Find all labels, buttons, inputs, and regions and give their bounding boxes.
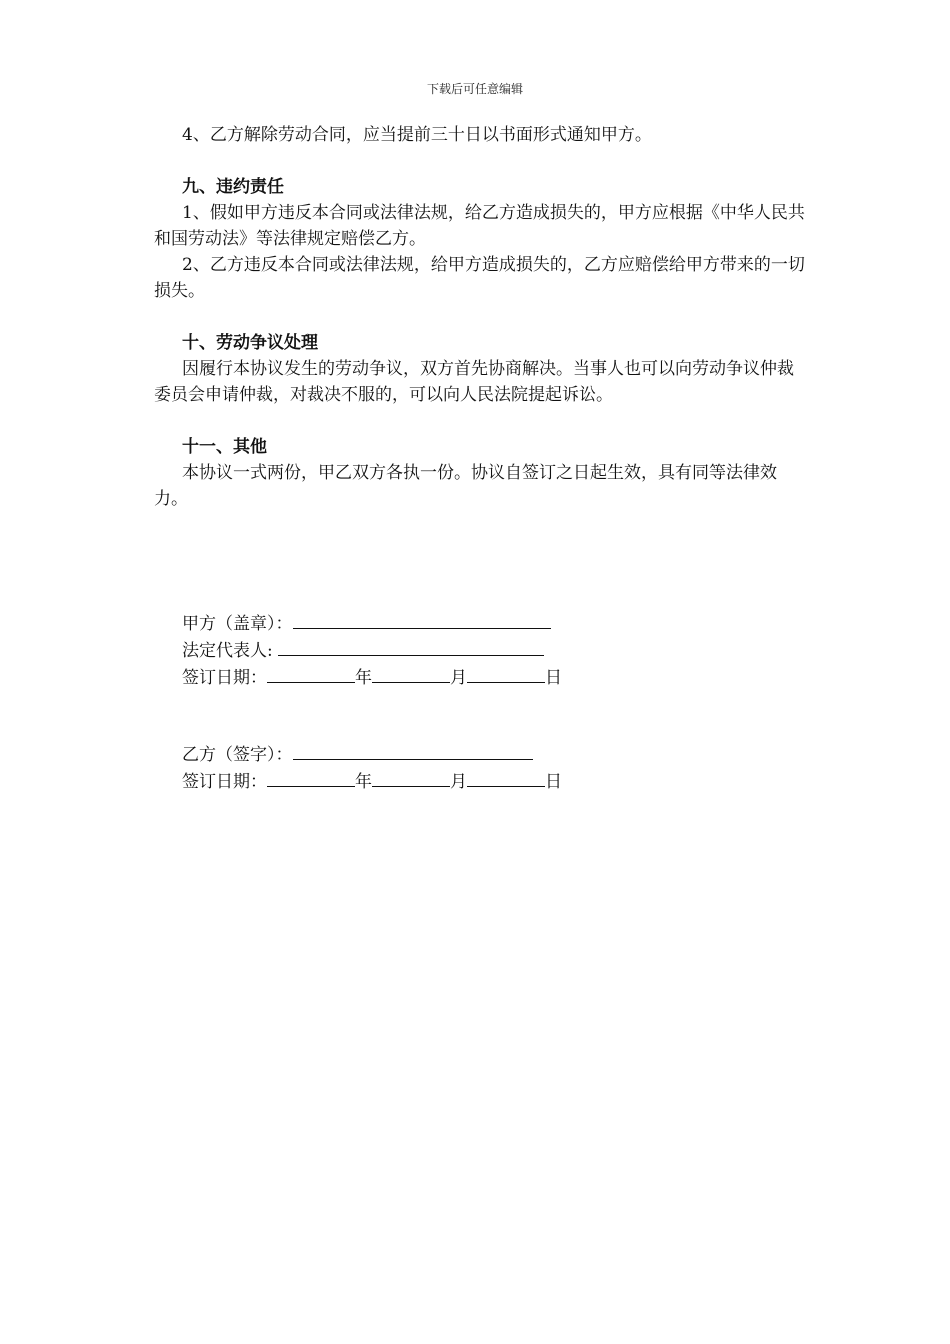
party-a-month-blank[interactable]	[372, 664, 450, 683]
party-b-date-line	[154, 768, 810, 795]
section-9-item-2: 2、乙方违反本合同或法律法规，给甲方造成损失的，乙方应赔偿给甲方带来的一切损失。	[154, 255, 805, 301]
party-b-year-blank[interactable]	[267, 768, 355, 787]
party-a-date-line	[154, 664, 810, 691]
party-a-month-label: 月	[450, 668, 467, 688]
party-a-year-label: 年	[355, 668, 372, 688]
party-b-sign-blank[interactable]	[293, 741, 533, 760]
party-a-day-label: 日	[545, 668, 562, 688]
section-10-title: 十、劳动争议处理	[182, 333, 318, 353]
party-b-year-label: 年	[355, 772, 372, 792]
section-9-title: 九、违约责任	[182, 177, 284, 197]
party-a-seal-blank[interactable]	[293, 610, 551, 629]
party-b-date-label: 签订日期：	[182, 772, 267, 792]
party-b-day-label: 日	[545, 772, 562, 792]
section-11-title: 十一、其他	[182, 437, 267, 457]
party-b-signature-block	[154, 741, 810, 795]
party-b-month-label: 月	[450, 772, 467, 792]
page-header: 下载后可任意编辑	[426, 82, 523, 96]
party-a-rep-label: 法定代表人:	[182, 641, 273, 661]
party-a-signature-block	[154, 610, 810, 691]
party-a-day-blank[interactable]	[467, 664, 545, 683]
party-b-sign-line	[154, 741, 810, 768]
section-11-body: 本协议一式两份，甲乙双方各执一份。协议自签订之日起生效，具有同等法律效力。	[154, 463, 777, 509]
party-a-date-label: 签订日期：	[182, 668, 267, 688]
party-a-seal-line	[154, 610, 810, 637]
section-9-item-1: 1、假如甲方违反本合同或法律法规，给乙方造成损失的，甲方应根据《中华人民共和国劳动法》等法律规定赔偿乙方。	[154, 203, 805, 249]
document-body	[154, 122, 810, 795]
party-b-day-blank[interactable]	[467, 768, 545, 787]
party-b-sign-label: 乙方（签字）：	[182, 745, 293, 765]
party-b-month-blank[interactable]	[372, 768, 450, 787]
clause-8-item-4: 4、乙方解除劳动合同，应当提前三十日以书面形式通知甲方。	[182, 125, 652, 145]
party-a-rep-line	[154, 637, 810, 664]
section-10-body: 因履行本协议发生的劳动争议，双方首先协商解决。当事人也可以向劳动争议仲裁委员会申请仲裁，对裁决不服的，可以向人民法院提起诉讼。	[154, 359, 794, 405]
party-a-year-blank[interactable]	[267, 664, 355, 683]
party-a-rep-blank[interactable]	[278, 637, 544, 656]
party-a-seal-label: 甲方（盖章）：	[182, 614, 293, 634]
